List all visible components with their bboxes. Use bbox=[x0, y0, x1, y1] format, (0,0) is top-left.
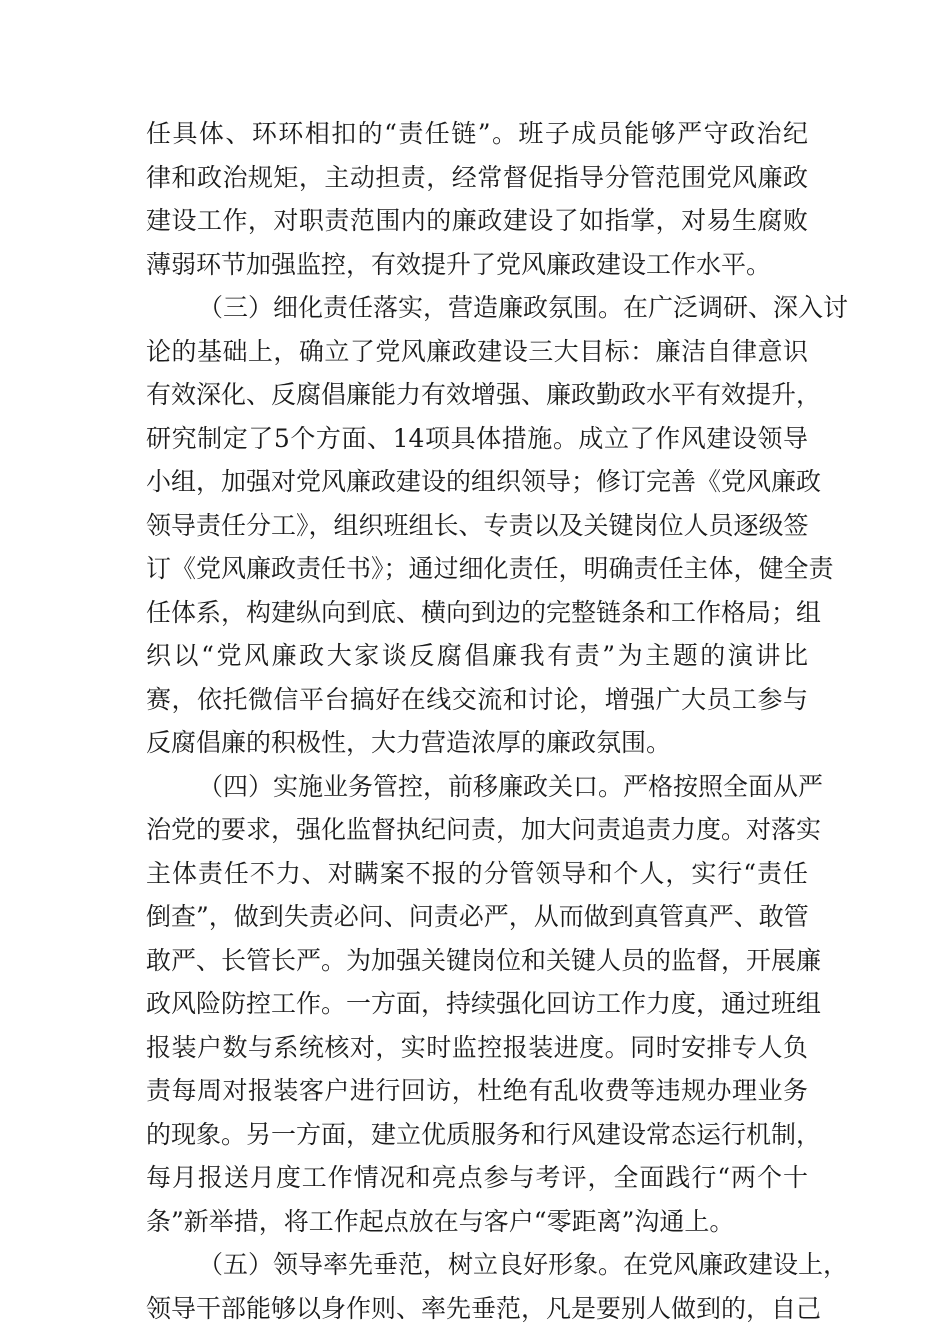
text-line-10: 领导责任分工》，组织班组长、专责以及关键岗位人员逐级签 bbox=[146, 510, 809, 540]
text-line-17: 治党的要求，强化监督执纪问责，加大问责追责力度。对落实 bbox=[146, 815, 822, 844]
text-line-4: 薄弱环节加强监控，有效提升了党风廉政建设工作水平。 bbox=[146, 249, 772, 279]
paragraph-5-heading-line: （五）领导率先垂范，树立良好形象。在党风廉政建设上， bbox=[198, 1250, 849, 1279]
text-line-7: 有效深化、反腐倡廉能力有效增强、廉政勤政水平有效提升， bbox=[146, 380, 822, 409]
text-line-28: 领导干部能够以身作则、率先垂范，凡是要别人做到的，自己 bbox=[146, 1293, 822, 1323]
text-line-18: 主体责任不力、对瞒案不报的分管领导和个人，实行“责任 bbox=[146, 858, 808, 888]
text-line-9: 小组，加强对党风廉政建设的组织领导；修订完善《党风廉政 bbox=[146, 467, 822, 496]
document-body bbox=[146, 112, 849, 1330]
text-line-13: 织以“党风廉政大家谈反腐倡廉我有责”为主题的演讲比 bbox=[146, 641, 808, 670]
text-line-23: 责每周对报装客户进行回访，杜绝有乱收费等违规办理业务 bbox=[146, 1076, 808, 1105]
paragraph-4-heading-line: （四）实施业务管控，前移廉政关口。严格按照全面从严 bbox=[198, 771, 824, 801]
text-line-21: 政风险防控工作。一方面，持续强化回访工作力度，通过班组 bbox=[146, 989, 822, 1018]
text-line-15: 反腐倡廉的积极性，大力营造浓厚的廉政氛围。 bbox=[146, 728, 672, 757]
text-line-14: 赛，依托微信平台搞好在线交流和讨论，增强广大员工参与 bbox=[146, 684, 808, 714]
text-line-11: 订《党风廉政责任书》；通过细化责任，明确责任主体，健全责 bbox=[146, 554, 834, 583]
text-line-26: 条”新举措，将工作起点放在与客户“零距离”沟通上。 bbox=[146, 1206, 735, 1236]
text-line-19: 倒查”，做到失责必问、问责必严，从而做到真管真严、敢管 bbox=[146, 902, 809, 931]
text-line-24: 的现象。另一方面，建立优质服务和行风建设常态运行机制， bbox=[146, 1119, 822, 1149]
text-line-20: 敢严、长管长严。为加强关键岗位和关键人员的监督，开展廉 bbox=[146, 945, 822, 975]
text-line-2: 律和政治规矩，主动担责，经常督促指导分管范围党风廉政 bbox=[146, 162, 808, 192]
text-line-6: 论的基础上，确立了党风廉政建设三大目标：廉洁自律意识 bbox=[146, 336, 808, 366]
paragraph-3-heading-line: （三）细化责任落实，营造廉政氛围。在广泛调研、深入讨 bbox=[198, 293, 849, 322]
text-line-3: 建设工作，对职责范围内的廉政建设了如指掌，对易生腐败 bbox=[146, 206, 808, 235]
text-line-1: 任具体、环环相扣的“责任链”。班子成员能够严守政治纪 bbox=[146, 119, 808, 148]
text-line-25: 每月报送月度工作情况和亮点参与考评，全面践行“两个十 bbox=[146, 1163, 808, 1192]
text-line-8: 研究制定了5个方面、14项具体措施。成立了作风建设领导 bbox=[146, 423, 808, 453]
text-line-12: 任体系，构建纵向到底、横向到边的完整链条和工作格局；组 bbox=[146, 597, 822, 627]
text-line-22: 报装户数与系统核对，实时监控报装进度。同时安排专人负 bbox=[146, 1032, 808, 1062]
